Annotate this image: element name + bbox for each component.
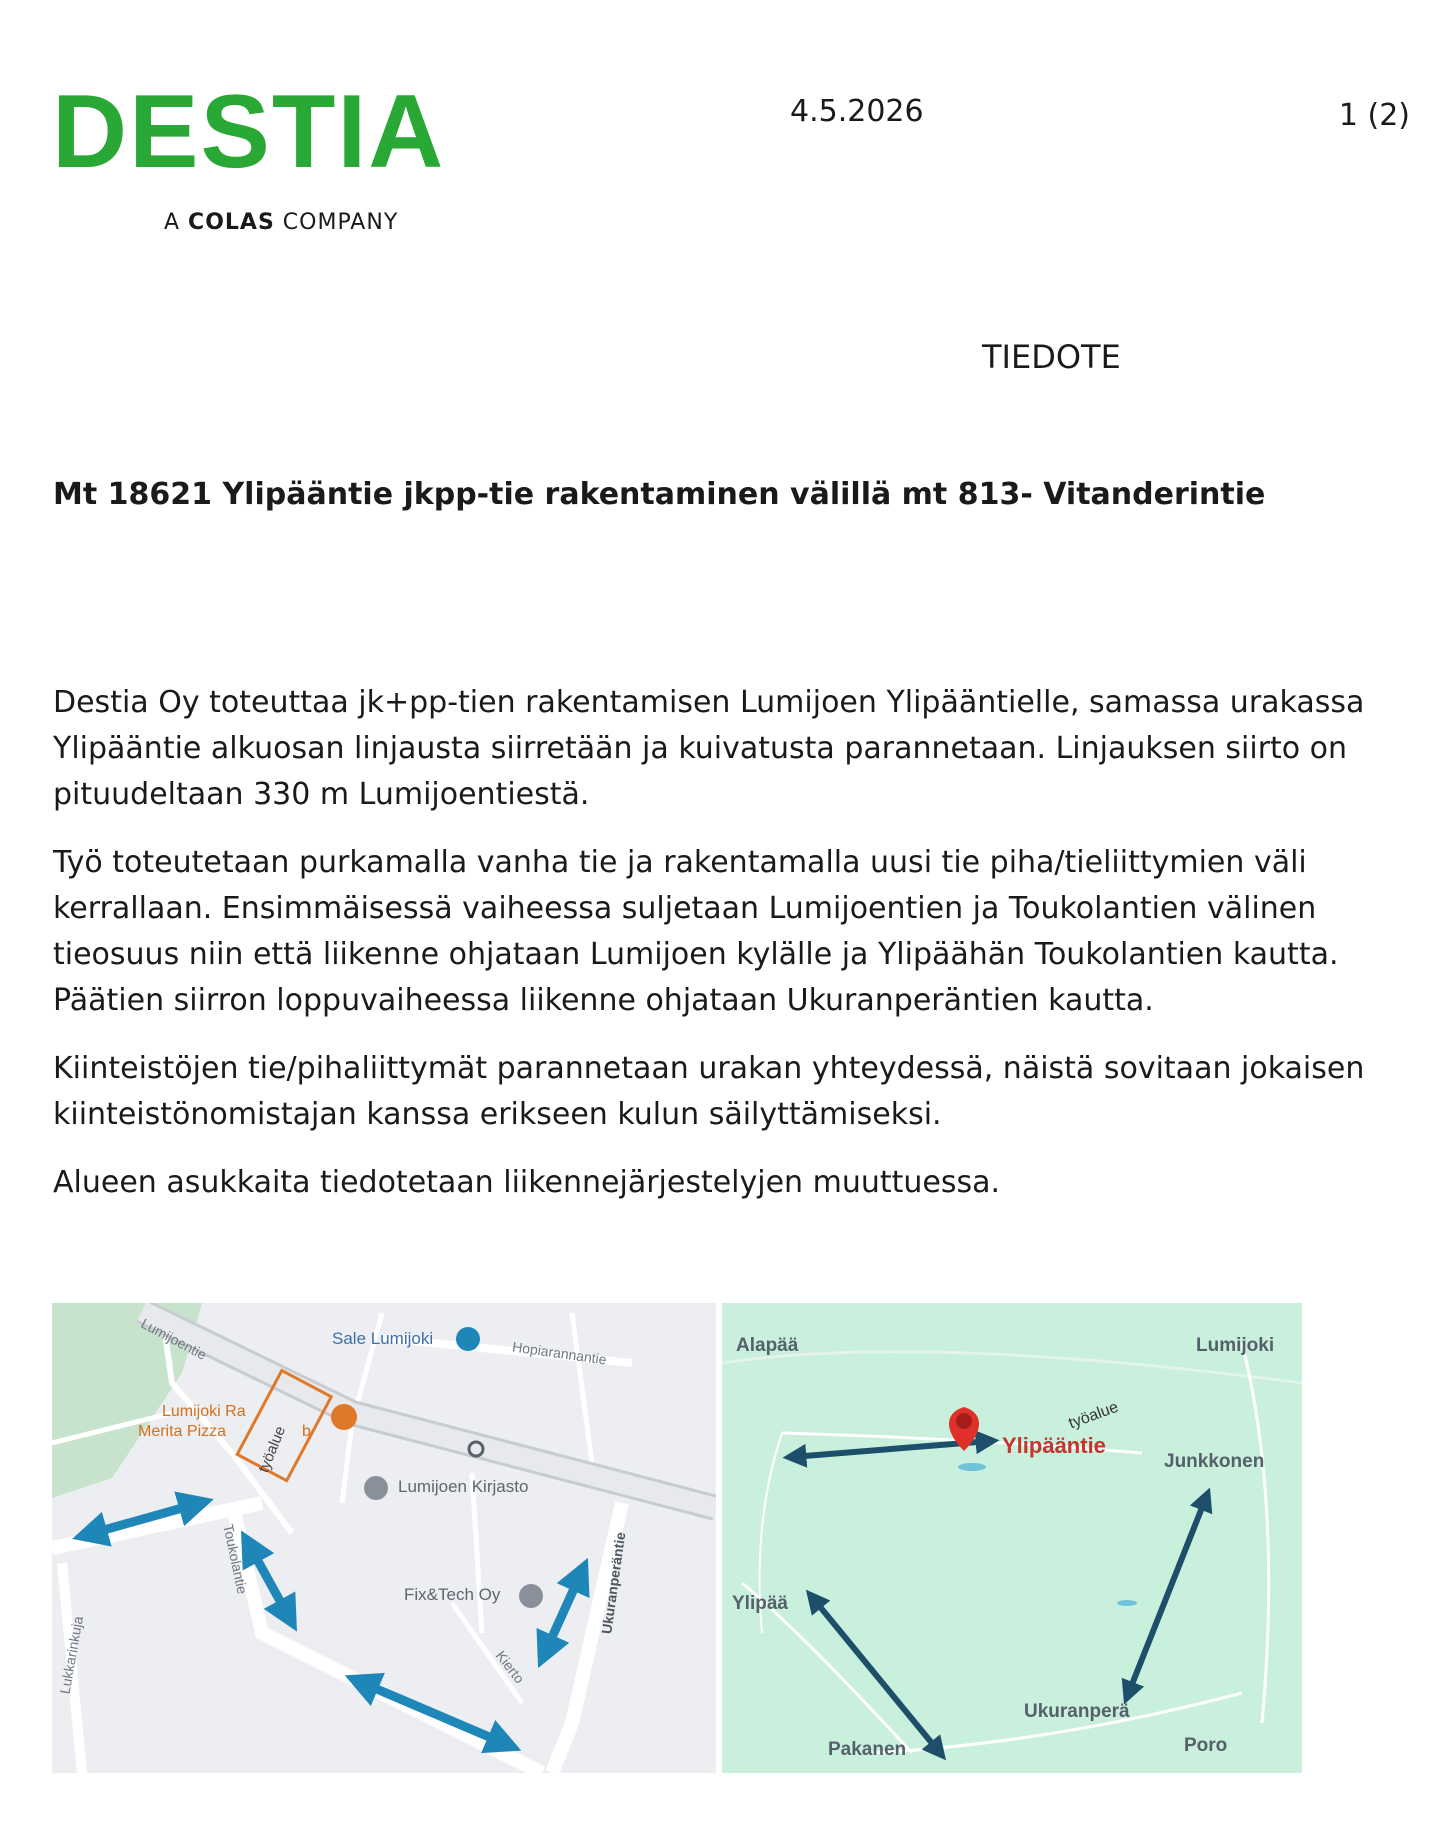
- pond-shape: [958, 1463, 986, 1471]
- road-label: Ukuranperäntie: [598, 1531, 629, 1635]
- road-label: Hopiarannantie: [511, 1338, 608, 1368]
- shop-pin-icon: [456, 1327, 480, 1351]
- minor-road: [572, 1313, 592, 1463]
- place-label: Ylipää: [732, 1593, 788, 1614]
- overview-map-graphics: [722, 1303, 1302, 1773]
- logo-tagline-suffix: COMPANY: [274, 210, 399, 235]
- document-date: 4.5.2026: [790, 94, 924, 129]
- poi-label: Fix&Tech Oy: [404, 1585, 501, 1604]
- poi-label: Lumijoen Kirjasto: [398, 1477, 529, 1496]
- road-label: Toukolantie: [220, 1522, 251, 1596]
- detour-arrow: [1128, 1494, 1207, 1697]
- place-label: Poro: [1184, 1735, 1228, 1756]
- library-pin-icon: [364, 1476, 388, 1500]
- road-label: Lumijoentie: [138, 1315, 210, 1363]
- paragraph: Kiinteistöjen tie/pihaliittymät parannetaan urakan yhteydessä, näistä sovitaan jokaisen kiinteistönomistajan kanssa erikseen kulun säilyttämiseksi.: [53, 1051, 1365, 1132]
- road-label: Kierto: [492, 1647, 528, 1687]
- map-road: [1242, 1343, 1269, 1723]
- work-area-label: työalue: [1066, 1398, 1121, 1433]
- logo-tagline-colas: COLAS: [188, 210, 275, 235]
- poi-label: Sale Lumijoki: [332, 1329, 434, 1348]
- work-area-label: työalue: [255, 1423, 290, 1476]
- place-label: Alapää: [736, 1335, 799, 1356]
- minor-road: [452, 1603, 522, 1703]
- notice-title: Mt 18621 Ylipääntie jkpp-tie rakentaminen välillä mt 813- Vitanderintie: [53, 477, 1266, 512]
- toukolantie-road: [232, 1503, 542, 1773]
- detour-arrow: [358, 1681, 508, 1745]
- place-label: Ukuranperä: [1024, 1701, 1130, 1722]
- logo-tagline: [164, 210, 512, 235]
- page-number: 1 (2): [1338, 98, 1410, 133]
- logo-wordmark: DESTIA: [52, 74, 446, 190]
- place-label: Junkkonen: [1164, 1451, 1265, 1472]
- poi-label: Lumijoki Ra: [162, 1403, 246, 1420]
- shop-pin-icon: [519, 1584, 543, 1608]
- poi-label: Merita Pizza: [138, 1423, 227, 1440]
- notice-body: [53, 680, 1423, 1228]
- pond-shape: [1117, 1600, 1137, 1606]
- overview-map: [722, 1303, 1302, 1773]
- location-pin-dot: [956, 1413, 972, 1429]
- detour-arrow: [812, 1597, 940, 1753]
- logo-tagline-prefix: A: [164, 210, 189, 235]
- detour-arrow: [544, 1571, 582, 1655]
- paragraph: Alueen asukkaita tiedotetaan liikennejärjestelyjen muuttuessa.: [53, 1165, 1001, 1200]
- place-label: Pakanen: [828, 1739, 907, 1760]
- minor-road: [472, 1473, 482, 1633]
- restaurant-pin-icon: [331, 1404, 357, 1430]
- road-label: Lukkarinkuja: [56, 1614, 87, 1696]
- destia-logo: [52, 74, 512, 235]
- pin-label: Ylipääntie: [1002, 1433, 1106, 1458]
- place-label: Lumijoki: [1196, 1335, 1275, 1356]
- paragraph: Destia Oy toteuttaa jk+pp-tien rakentamisen Lumijoen Ylipääntielle, samassa urakassa Ylipääntie alkuosan linjausta siirretään ja kuivatusta parannetaan. Linjauksen siirto on pituudeltaan 330 m Lumijoentiestä.: [53, 685, 1365, 812]
- document-type: TIEDOTE: [982, 338, 1121, 376]
- paragraph: Työ toteutetaan purkamalla vanha tie ja rakentamalla uusi tie piha/tieliittymien väli kerrallaan. Ensimmäisessä vaiheessa suljetaan Lumijoentien ja Toukolantien välinen tieosuus niin että liikenne ohjataan Lumijoen kylälle ja Ylipäähän Toukolantien kautta. Päätien siirron loppuvaiheessa liikenne ohjataan Ukuranperäntien kautta.: [53, 845, 1339, 1018]
- street-detail-map: [52, 1303, 716, 1773]
- poi-label: b: [302, 1423, 311, 1440]
